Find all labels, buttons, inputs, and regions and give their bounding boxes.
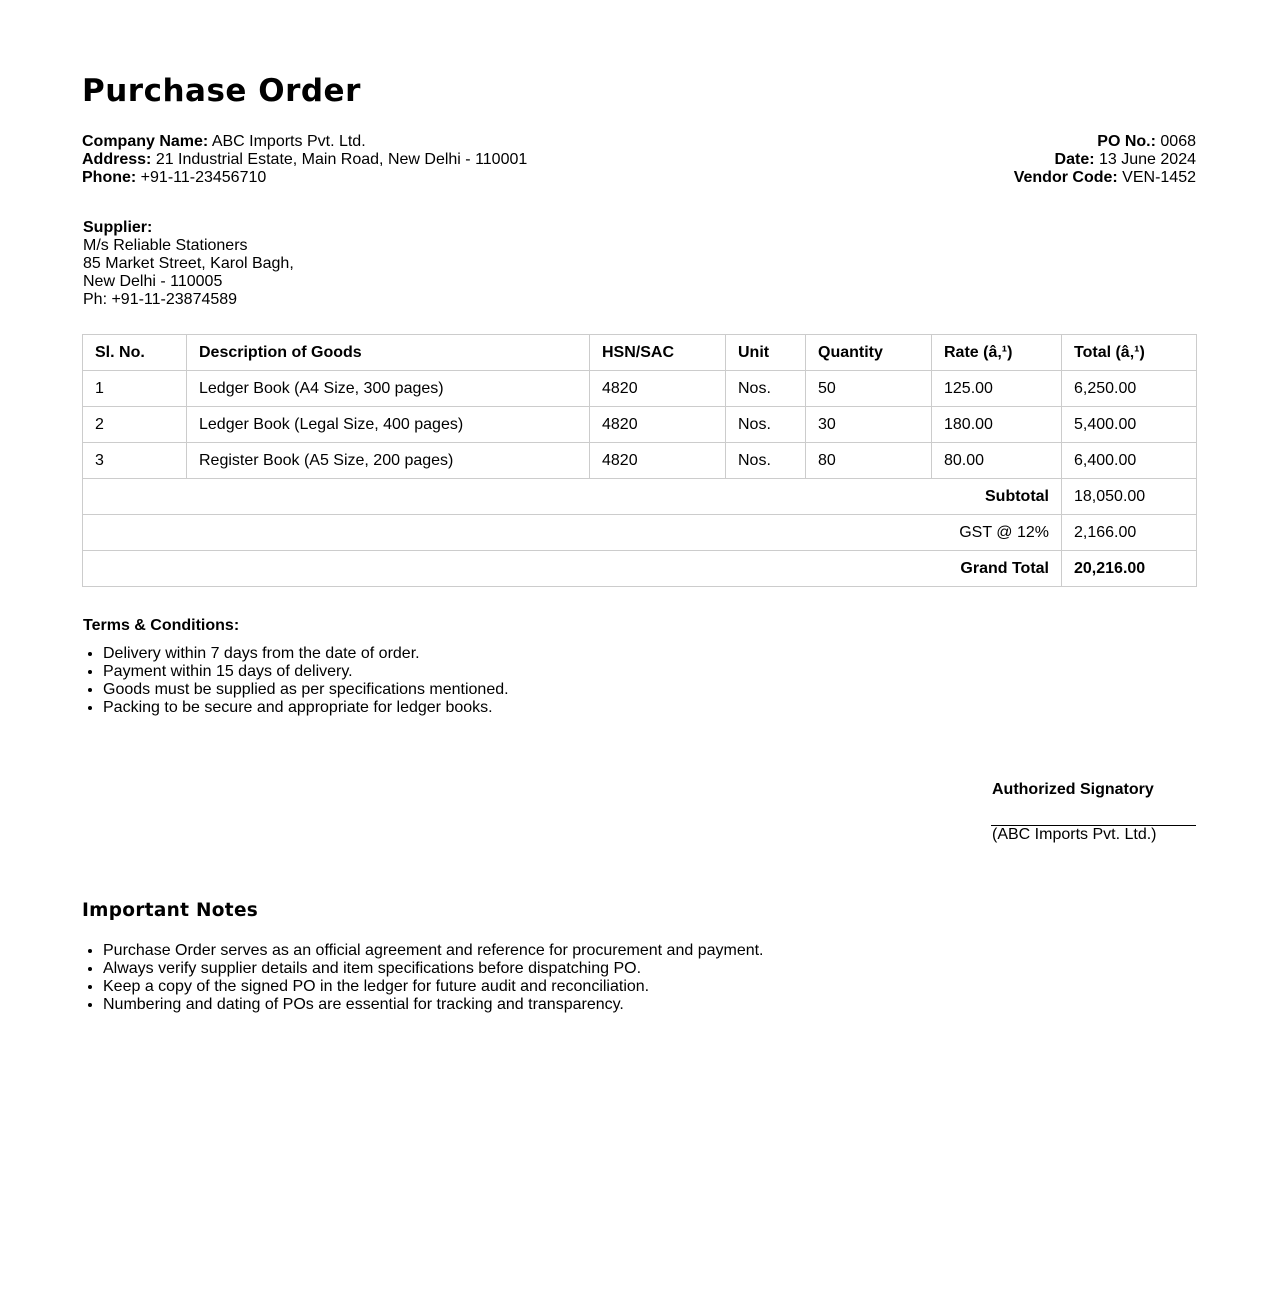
list-item: • Goods must be supplied as per specifications mentioned. bbox=[103, 681, 509, 699]
table-cell: 4820 bbox=[590, 371, 726, 407]
list-item: • Always verify supplier details and item specifications before dispatching PO. bbox=[103, 960, 764, 978]
table-cell: 180.00 bbox=[932, 407, 1062, 443]
company-name-label: Company Name: bbox=[82, 133, 209, 150]
table-row bbox=[83, 371, 1197, 407]
po-date: 13 June 2024 bbox=[1099, 151, 1196, 168]
column-header: HSN/SAC bbox=[590, 335, 726, 371]
company-address-label: Address: bbox=[82, 151, 152, 168]
table-cell: 80.00 bbox=[932, 443, 1062, 479]
company-details bbox=[82, 133, 527, 187]
table-cell: 4820 bbox=[590, 443, 726, 479]
company-phone: +91-11-23456710 bbox=[140, 169, 267, 186]
terms-list bbox=[83, 645, 509, 717]
table-header-row bbox=[83, 335, 1197, 371]
supplier-label: Supplier: bbox=[83, 219, 153, 236]
items-table bbox=[82, 334, 1197, 587]
table-row bbox=[83, 407, 1197, 443]
column-header: Unit bbox=[726, 335, 806, 371]
column-header: Sl. No. bbox=[83, 335, 187, 371]
po-meta bbox=[1014, 133, 1196, 187]
company-phone-line bbox=[82, 169, 527, 187]
grand-total-row bbox=[83, 551, 1197, 587]
table-cell: 2 bbox=[83, 407, 187, 443]
subtotal-row bbox=[83, 479, 1197, 515]
gst-value: 2,166.00 bbox=[1062, 515, 1197, 551]
table-cell: 80 bbox=[806, 443, 932, 479]
po-date-label: Date: bbox=[1054, 151, 1095, 168]
table-cell: Register Book (A5 Size, 200 pages) bbox=[187, 443, 590, 479]
table-cell: 1 bbox=[83, 371, 187, 407]
signature-block bbox=[991, 781, 1196, 844]
column-header: Rate (â‚¹) bbox=[932, 335, 1062, 371]
list-item: • Packing to be secure and appropriate for ledger books. bbox=[103, 699, 509, 717]
list-item: • Payment within 15 days of delivery. bbox=[103, 663, 509, 681]
list-item: • Purchase Order serves as an official agreement and reference for procurement and payment. bbox=[103, 942, 764, 960]
table-cell: Nos. bbox=[726, 443, 806, 479]
subtotal-value: 18,050.00 bbox=[1062, 479, 1197, 515]
notes-section bbox=[83, 942, 764, 1014]
po-number-label: PO No.: bbox=[1097, 133, 1156, 150]
po-date-line bbox=[1014, 151, 1196, 169]
subtotal-label: Subtotal bbox=[83, 479, 1062, 515]
table-cell: 3 bbox=[83, 443, 187, 479]
table-cell: Nos. bbox=[726, 371, 806, 407]
supplier-block bbox=[83, 219, 294, 309]
list-item: • Keep a copy of the signed PO in the ledger for future audit and reconciliation. bbox=[103, 978, 764, 996]
company-phone-label: Phone: bbox=[82, 169, 137, 186]
vendor-code-label: Vendor Code: bbox=[1013, 169, 1118, 186]
table-row bbox=[83, 443, 1197, 479]
vendor-code: VEN-1452 bbox=[1122, 169, 1196, 186]
gst-label: GST @ 12% bbox=[83, 515, 1062, 551]
list-item: • Delivery within 7 days from the date of order. bbox=[103, 645, 509, 663]
company-address-line bbox=[82, 151, 527, 169]
page-title: Purchase Order bbox=[82, 73, 361, 109]
po-number: 0068 bbox=[1160, 133, 1196, 150]
table-cell: 125.00 bbox=[932, 371, 1062, 407]
supplier-line: Ph: +91-11-23874589 bbox=[83, 291, 238, 308]
list-item: • Numbering and dating of POs are essential for tracking and transparency. bbox=[103, 996, 764, 1014]
notes-list bbox=[83, 942, 764, 1014]
table-cell: 6,400.00 bbox=[1062, 443, 1197, 479]
signatory-title: Authorized Signatory bbox=[992, 781, 1154, 798]
supplier-line: New Delhi - 110005 bbox=[83, 273, 223, 290]
table-cell: Ledger Book (A4 Size, 300 pages) bbox=[187, 371, 590, 407]
gst-row bbox=[83, 515, 1197, 551]
supplier-line: 85 Market Street, Karol Bagh, bbox=[83, 255, 294, 272]
terms-section bbox=[83, 617, 509, 717]
table-cell: 5,400.00 bbox=[1062, 407, 1197, 443]
table-cell: Nos. bbox=[726, 407, 806, 443]
po-number-line bbox=[1014, 133, 1196, 151]
supplier-line: M/s Reliable Stationers bbox=[83, 237, 248, 254]
table-cell: 50 bbox=[806, 371, 932, 407]
table-cell: 30 bbox=[806, 407, 932, 443]
column-header: Total (â‚¹) bbox=[1062, 335, 1197, 371]
column-header: Description of Goods bbox=[187, 335, 590, 371]
vendor-code-line bbox=[1014, 169, 1196, 187]
signatory-company: (ABC Imports Pvt. Ltd.) bbox=[992, 826, 1157, 843]
column-header: Quantity bbox=[806, 335, 932, 371]
table-cell: Ledger Book (Legal Size, 400 pages) bbox=[187, 407, 590, 443]
company-name: ABC Imports Pvt. Ltd. bbox=[211, 133, 366, 150]
grand-total-label: Grand Total bbox=[83, 551, 1062, 587]
table-cell: 4820 bbox=[590, 407, 726, 443]
terms-title: Terms & Conditions: bbox=[83, 617, 240, 634]
grand-total-value: 20,216.00 bbox=[1062, 551, 1197, 587]
table-cell: 6,250.00 bbox=[1062, 371, 1197, 407]
company-address: 21 Industrial Estate, Main Road, New Delhi - 110001 bbox=[155, 151, 528, 168]
company-name-line bbox=[82, 133, 527, 151]
notes-title: Important Notes bbox=[82, 900, 259, 921]
